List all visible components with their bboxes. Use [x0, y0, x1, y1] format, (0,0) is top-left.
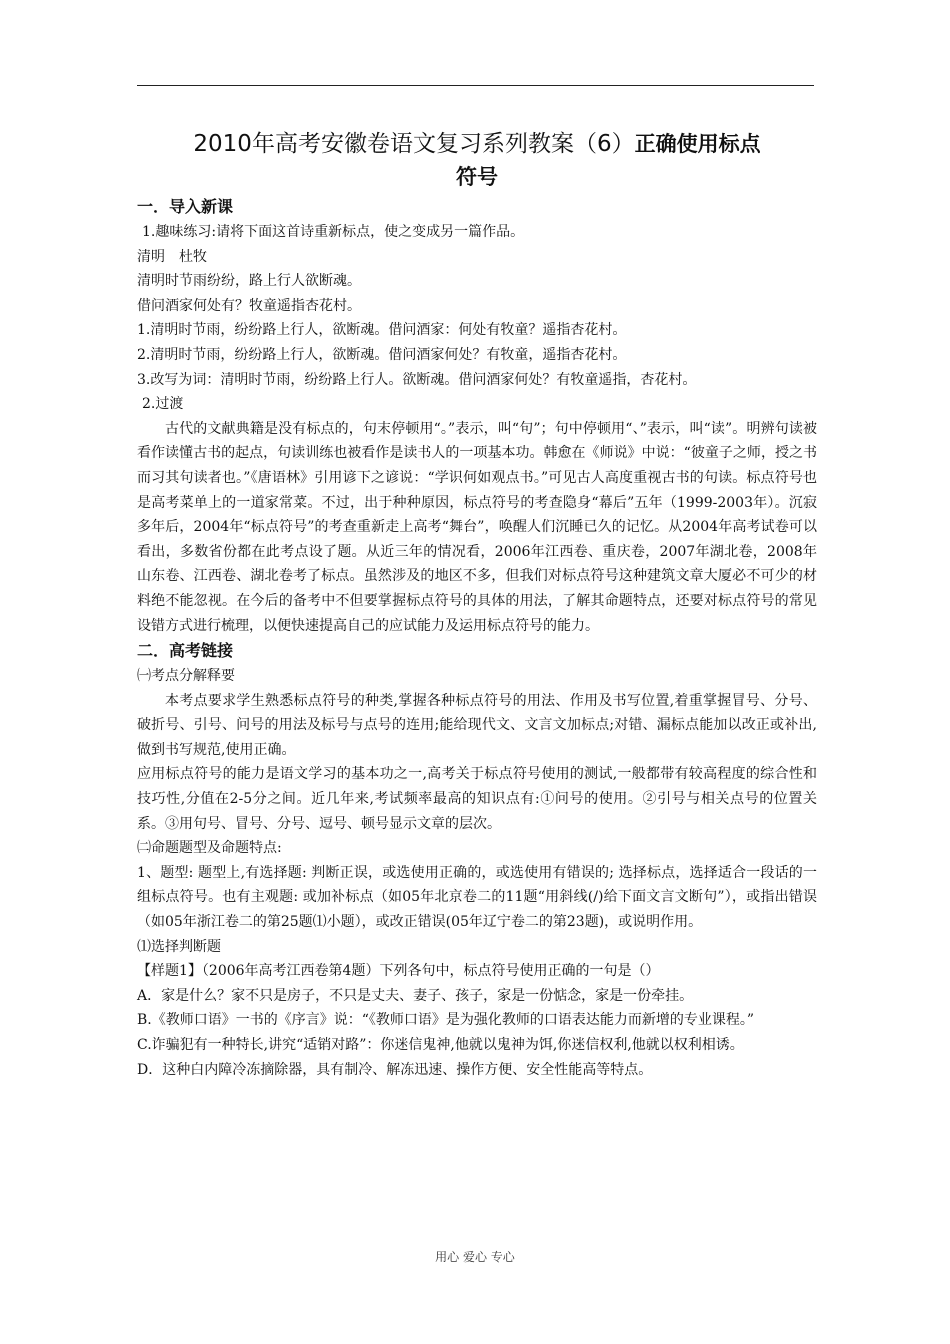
poem-line: 清明时节雨纷纷，路上行人欲断魂。	[137, 273, 361, 290]
answer-line: 3.改写为词：清明时节雨，纷纷路上行人。欲断魂。借问酒家何处？有牧童遥指，杏花村。	[137, 371, 697, 388]
example-title: 【样题1】（2006年高考江西卷第4题）下列各句中，标点符号使用正确的一句是（）	[137, 963, 660, 980]
poem-line: 借问酒家何处有？牧童遥指杏花村。	[137, 297, 361, 314]
poem-title: 清明 杜牧	[137, 248, 207, 265]
title-line2: 符号	[456, 165, 498, 189]
intro-paragraph: 古代的文献典籍是没有标点的，句末停顿用“。”表示，叫“句”；句中停顿用“、”表示，叫“读”。明辨句读被看作读懂古书的起点，句读训练也被看作是读书人的一项基本功。韩愈在《师说》中说：“彼童子之师，授之书而习其句读者也。”《唐语林》引用谚下之谚说：“学识何如观点书。”可见古人高度重视古书的句读。标点符号也是高考菜单上的一道家常菜。不过，出于种种原因，标点符号的考查隐身“幕后”五年（1999-2003年）。沉寂多年后，2004年“标点符号”的考查重新走上高考“舞台”，唤醒人们沉睡已久的记忆。从2004年高考试卷可以看出，多数省份都在此考点设了题。从近三年的情况看，2006年江西卷、重庆卷，2007年湖北卷，2008年山东卷、江西卷、湖北卷考了标点。虽然涉及的地区不多，但我们对标点符号这种建筑文章大厦必不可少的材料绝不能忽视。在今后的备考中不但要掌握标点符号的具体的用法，了解其命题特点，还要对标点符号的常见设错方式进行梳理，以便快速提高自己的应试能力及运用标点符号的能力。	[137, 420, 817, 634]
title-main: 2010年高考安徽卷语文复习系列教案（6）	[193, 131, 635, 157]
option-c: C.诈骗犯有一种特长,讲究“适销对路”：你迷信鬼神,他就以鬼神为饵,你迷信权利,他就以权利相诱。	[137, 1037, 744, 1053]
answer-line: 2.清明时节雨，纷纷路上行人，欲断魂。借问酒家何处？有牧童，遥指杏花村。	[137, 346, 627, 363]
header-rule	[137, 85, 814, 86]
section1-heading: 一．导入新课	[137, 197, 234, 216]
subheading: ⑴选择判断题	[137, 938, 221, 955]
document-title	[137, 127, 817, 162]
option-a: A．家是什么？家不只是房子，不只是丈夫、妻子、孩子，家是一份惦念，家是一份牵挂。	[137, 987, 694, 1004]
body-paragraph: 本考点要求学生熟悉标点符号的种类,掌握各种标点符号的用法、作用及书写位置,着重掌握冒号、分号、破折号、引号、问号的用法及标号与点号的连用;能给现代文、文言文加标点;对错、漏标点能加以改正或补出,做到书写规范,使用正确。	[137, 692, 817, 758]
transition-item: 2.过渡	[142, 396, 184, 413]
page-footer: 用心 爱心 专心	[435, 1250, 515, 1264]
title-bold: 正确使用标点	[634, 132, 761, 156]
subheading: ㈠考点分解释要	[137, 668, 235, 685]
body-paragraph: 1、题型: 题型上,有选择题: 判断正误，或选使用正确的，或选使用有错误的; 选择标点，选择适合一段话的一组标点符号。也有主观题: 或加补标点（如05年北京卷二的11题“用斜线(/)给下面文言文断句”），或指出错误（如05年浙江卷二的第25题⑴小题），或改正错误(05年辽宁卷二的第23题)，或说明作用。	[137, 864, 817, 931]
answer-line: 1.清明时节雨，纷纷路上行人，欲断魂。借问酒家：何处有牧童？遥指杏花村。	[137, 322, 627, 339]
document-body	[137, 127, 817, 1082]
subheading: ㈡命题题型及命题特点:	[137, 840, 282, 857]
option-d: D．这种白内障冷冻摘除器，具有制冷、解冻迅速、操作方便、安全性能高等特点。	[137, 1061, 653, 1078]
section2-heading: 二．高考链接	[137, 641, 234, 661]
option-b: B.《教师口语》一书的《序言》说：“《教师口语》是为强化教师的口语表达能力而新增的专业课程。”	[137, 1012, 755, 1029]
body-paragraph: 应用标点符号的能力是语文学习的基本功之一,高考关于标点符号使用的测试,一般都带有较高程度的综合性和技巧性,分值在2-5分之间。近几年来,考试频率最高的知识点有:①问号的使用。②引号与相关点号的位置关系。③用句号、冒号、分号、逗号、顿号显示文章的层次。	[137, 766, 817, 832]
exercise-item: 1.趣味练习:请将下面这首诗重新标点，使之变成另一篇作品。	[142, 224, 525, 240]
